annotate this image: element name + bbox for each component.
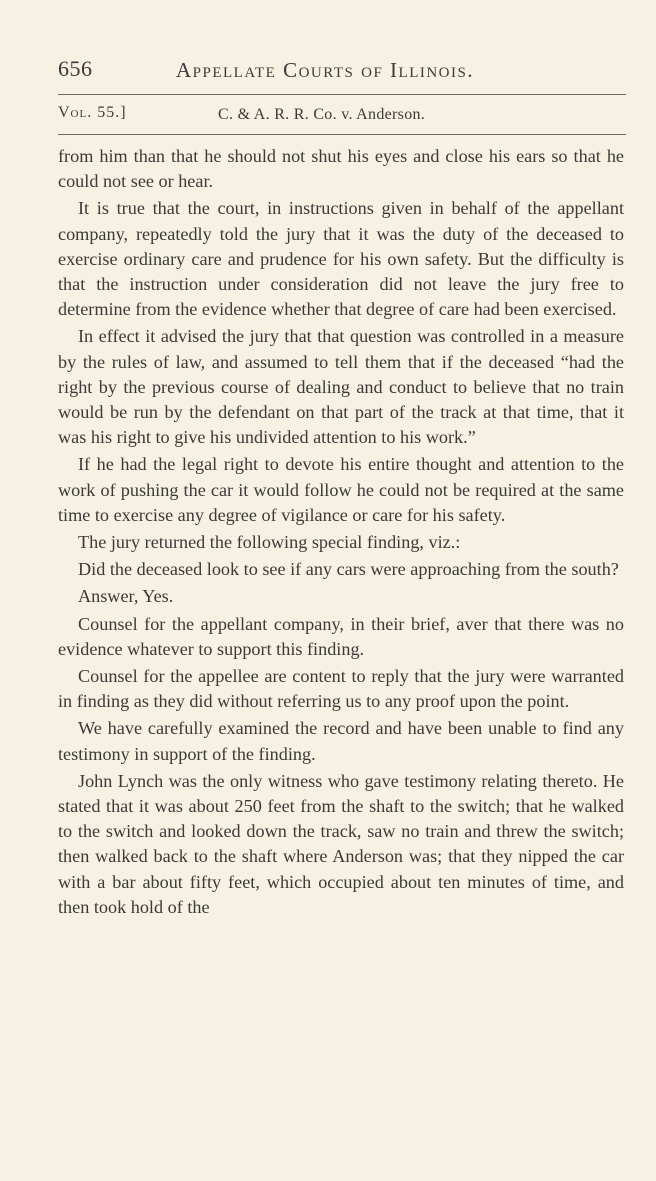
paragraph: We have carefully examined the record and have been unable to find any testimony in support of the finding. — [58, 718, 624, 764]
opinion-text — [58, 144, 624, 922]
running-title: Appellate Courts of Illinois. — [176, 58, 475, 82]
paragraph: The jury returned the following special finding, viz.: — [78, 532, 461, 553]
paragraph: It is true that the court, in instructions given in behalf of the appellant company, repeatedly told the jury that it was the duty of the deceased to exercise ordinary care and prudence for his own safety. But the difficulty is that the instruction under consideration did not leave the jury free to determine from the evidence whether that degree of care had been exercised. — [58, 198, 624, 320]
subhead-rule — [58, 134, 626, 135]
running-head — [58, 56, 618, 88]
page-number: 656 — [58, 56, 93, 81]
case-subhead — [58, 104, 626, 130]
paragraph: Did the deceased look to see if any cars were approaching from the south? — [78, 559, 619, 580]
paragraph: from him than that he should not shut his eyes and close his ears so that he could not see or hear. — [58, 146, 624, 192]
paragraph: Answer, Yes. — [78, 586, 174, 607]
paragraph: If he had the legal right to devote his entire thought and attention to the work of pushing the car it would follow he could not be required at the same time to exercise any degree of vigilance or care for his safety. — [58, 454, 624, 525]
paragraph: John Lynch was the only witness who gave testimony relating thereto. He stated that it was about 250 feet from the shaft to the switch; that he walked to the switch and looked down the track, saw no train and threw the switch; then walked back to the shaft where Anderson was; that they nipped the car with a bar about fifty feet, which occupied about ten minutes of time, and then took hold of the — [58, 770, 624, 917]
paragraph: In effect it advised the jury that that question was controlled in a measure by the rules of law, and assumed to tell them that if the deceased “had the right by the previous course of dealing and conduct to believe that no train would be run by the defendant on that part of the track at that time, that it was his right to give his undivided attention to his work.” — [58, 326, 624, 448]
case-name: C. & A. R. R. Co. v. Anderson. — [218, 106, 426, 123]
paragraph: Counsel for the appellee are content to reply that the jury were warranted in finding as they did without referring us to any proof upon the point. — [58, 666, 624, 712]
header-rule — [58, 94, 626, 95]
volume-label: Vol. 55.] — [58, 104, 127, 121]
paragraph: Counsel for the appellant company, in their brief, aver that there was no evidence whatever to support this finding. — [58, 613, 624, 659]
